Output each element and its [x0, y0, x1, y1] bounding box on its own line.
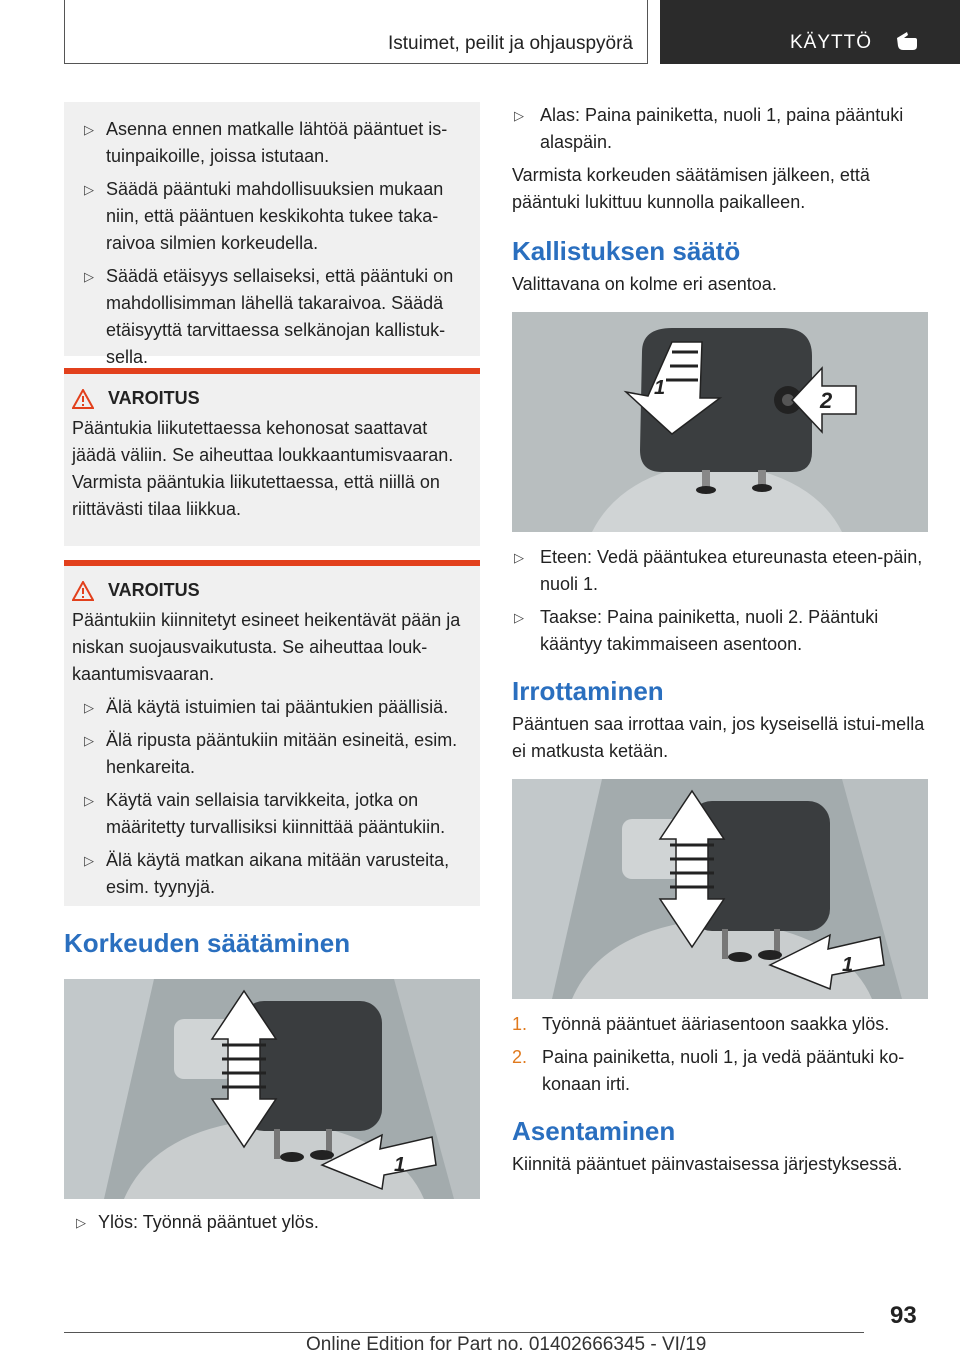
- list-item: ▷ Säädä pääntuki mahdollisuuksien mukaan niin, että pääntuen keskikohta tukee taka-raivoa silmien korkeudella.: [72, 176, 466, 257]
- list-item: ▷ Säädä etäisyys sellaiseksi, että pääntuki on mahdollisimman lähellä takaraivoa. Säädä etäisyyttä tarvittaessa selkänojan kallistuk-sella.: [72, 263, 466, 371]
- paragraph: Varmista korkeuden säätämisen jälkeen, että pääntuki lukittuu kunnolla paikalleen.: [512, 165, 870, 212]
- figure-label: 1: [654, 377, 666, 399]
- triangle-bullet-icon: ▷: [84, 853, 94, 868]
- left-column: [64, 102, 480, 1242]
- intro-box: [64, 102, 480, 367]
- list-item: ▷ Älä käytä matkan aikana mitään varusteita, esim. tyynyjä.: [72, 847, 470, 901]
- warning-box-2: [64, 560, 480, 906]
- triangle-bullet-icon: ▷: [84, 122, 94, 137]
- chapter-title: KÄYTTÖ: [790, 32, 873, 53]
- section-title: Istuimet, peilit ja ohjauspyörä: [387, 33, 633, 54]
- figure-label: 2: [820, 388, 833, 413]
- paragraph: Kiinnitä pääntuet päinvastaisessa järjestyksessä.: [512, 1154, 903, 1174]
- figure-label: 1: [394, 1154, 406, 1176]
- tilt-figure: [512, 312, 928, 532]
- triangle-bullet-icon: ▷: [84, 700, 94, 715]
- warning-triangle-icon: [72, 389, 94, 409]
- triangle-bullet-icon: ▷: [84, 269, 94, 284]
- triangle-bullet-icon: ▷: [84, 182, 94, 197]
- hand-pointer-icon: [895, 28, 919, 52]
- remove-figure: [512, 779, 928, 999]
- list-item: ▷ Käytä vain sellaisia tarvikkeita, jotka on määritetty turvallisiksi kiinnittää pääntukiin.: [72, 787, 470, 841]
- triangle-bullet-icon: ▷: [76, 1215, 86, 1230]
- triangle-bullet-icon: ▷: [84, 733, 94, 748]
- headrest-remove-illustration: [512, 779, 928, 999]
- warning-title: VAROITUS: [72, 580, 470, 601]
- right-column: [512, 102, 928, 1182]
- height-heading: Korkeuden säätäminen: [64, 928, 351, 958]
- warning-title: VAROITUS: [72, 388, 470, 409]
- height-figure: [64, 979, 480, 1199]
- warning-triangle-icon: [72, 581, 94, 601]
- list-item: ▷ Älä käytä istuimien tai pääntukien päällisiä.: [72, 694, 470, 721]
- warning-text: Pääntukiin kiinnitetyt esineet heikentävät pään ja niskan suojausvaikutusta. Se aiheuttaa louk-kaantumisvaaran.: [72, 610, 461, 684]
- headrest-height-illustration: [64, 979, 480, 1199]
- install-heading: Asentaminen: [512, 1116, 676, 1146]
- headrest-tilt-illustration: [512, 312, 928, 532]
- figure-label: 1: [842, 954, 854, 976]
- list-item: ▷ Älä ripusta pääntukiin mitään esineitä, esim. henkareita.: [72, 727, 470, 781]
- list-item: ▷ Taakse: Paina painiketta, nuoli 2. Pääntuki kääntyy takimmaiseen asentoon.: [512, 604, 928, 658]
- paragraph: Pääntuen saa irrottaa vain, jos kyseisellä istui-mella ei matkusta ketään.: [512, 714, 925, 761]
- footer-divider: [64, 1332, 864, 1333]
- list-item: ▷ Ylös: Työnnä pääntuet ylös.: [64, 1209, 480, 1236]
- triangle-bullet-icon: ▷: [514, 610, 524, 625]
- triangle-bullet-icon: ▷: [514, 550, 524, 565]
- step-number: 2.: [512, 1047, 528, 1067]
- list-item: 1. Työnnä pääntuet ääriasentoon saakka ylös.: [512, 1011, 928, 1038]
- triangle-bullet-icon: ▷: [84, 793, 94, 808]
- step-number: 1.: [512, 1014, 528, 1034]
- warning-text: Pääntukia liikutettaessa kehonosat saattavat jäädä väliin. Se aiheuttaa loukkaantumisvaaran. Varmista pääntukia liikutettaessa, että niillä on riittävästi tilaa liikkua.: [72, 418, 454, 519]
- triangle-bullet-icon: ▷: [514, 108, 524, 123]
- footer-edition: Online Edition for Part no. 01402666345 - VI/19: [306, 1334, 707, 1355]
- list-item: ▷ Asenna ennen matkalle lähtöä pääntuet is-tuinpaikoille, joissa istutaan.: [72, 116, 466, 170]
- header-section-box: [64, 0, 648, 64]
- header-chapter-box: [660, 0, 960, 64]
- warning-box-1: [64, 368, 480, 546]
- list-item: ▷ Alas: Paina painiketta, nuoli 1, paina pääntuki alaspäin.: [512, 102, 928, 156]
- tilt-heading: Kallistuksen säätö: [512, 236, 741, 266]
- list-item: 2. Paina painiketta, nuoli 1, ja vedä pääntuki ko-konaan irti.: [512, 1044, 928, 1098]
- list-item: ▷ Eteen: Vedä pääntukea etureunasta eteen-päin, nuoli 1.: [512, 544, 928, 598]
- paragraph: Valittavana on kolme eri asentoa.: [512, 274, 777, 294]
- page-number: 93: [890, 1302, 917, 1329]
- remove-heading: Irrottaminen: [512, 676, 664, 706]
